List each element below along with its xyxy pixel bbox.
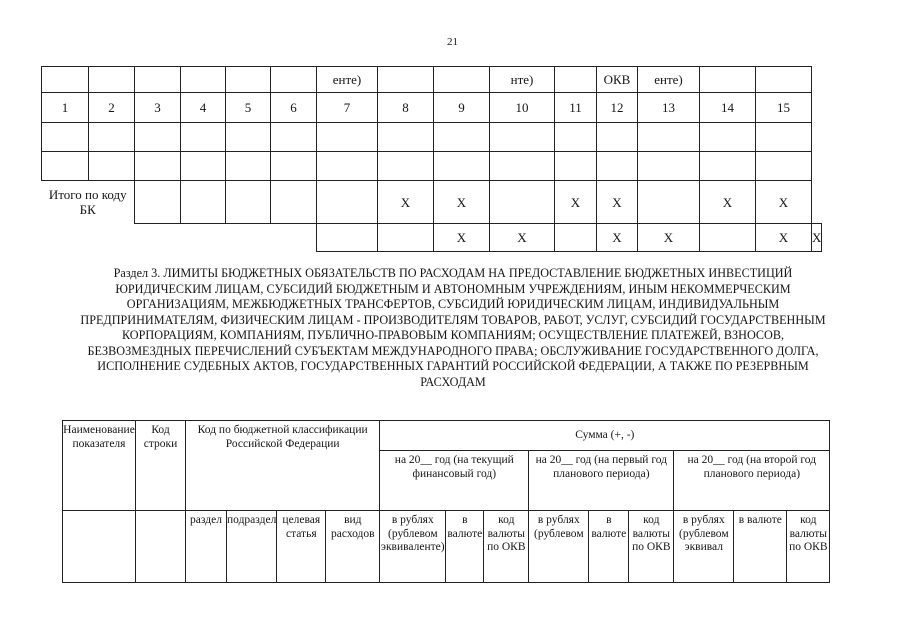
column-number: 15: [756, 93, 812, 123]
empty-cell: [378, 123, 434, 152]
header-cell: [756, 67, 812, 93]
bk-column-header: Код по бюджетной классификации Российской Федерации: [186, 421, 380, 511]
summary-cell: X: [597, 224, 638, 252]
sum-rub-1: в рублях (рублевом эквиваленте): [380, 511, 446, 583]
bk-target-article: целевая статья: [277, 511, 326, 583]
column-number: 7: [317, 93, 378, 123]
section-3-table: [62, 420, 830, 583]
code-column-header: Код строки: [136, 421, 186, 511]
empty-cell: [638, 123, 700, 152]
header-cell: [378, 67, 434, 93]
header-cell: ОКВ: [597, 67, 638, 93]
total-cell: X: [700, 181, 756, 224]
summary-cell: X: [490, 224, 555, 252]
limits-table-continuation: [41, 66, 822, 252]
blank-area: [42, 224, 317, 252]
sum-currency-3: в валюте: [734, 511, 787, 583]
empty-cell: [317, 123, 378, 152]
total-cell: X: [597, 181, 638, 224]
empty-cell: [434, 123, 490, 152]
empty-cell: [555, 123, 597, 152]
sum-column-header: Сумма (+, -): [380, 421, 830, 451]
section-3-heading: Раздел 3. ЛИМИТЫ БЮДЖЕТНЫХ ОБЯЗАТЕЛЬСТВ ПО РАСХОДАМ НА ПРЕДОСТАВЛЕНИЕ БЮДЖЕТНЫХ ИНВЕСТИЦИЙ ЮРИДИЧЕСКИМ ЛИЦАМ, СУБСИДИЙ БЮДЖЕТНЫМ И АВТОНОМНЫМ УЧРЕЖДЕНИЯМ, ИНЫМ НЕКОММЕРЧЕСКИМ ОРГАНИЗАЦИЯМ, МЕЖБЮДЖЕТНЫХ ТРАНСФЕРТОВ, СУБСИДИЙ ЮРИДИЧЕСКИМ ЛИЦАМ, ИНДИВИДУАЛЬНЫМ ПРЕДПРИНИМАТЕЛЯМ, ФИЗИЧЕСКИМ ЛИЦАМ - ПРОИЗВОДИТЕЛЯМ ТОВАРОВ, РАБОТ, УСЛУГ, СУБСИДИЙ ГОСУДАРСТВЕННЫМ КОРПОРАЦИЯМ, КОМПАНИЯМ, ПУБЛИЧНО-ПРАВОВЫМ КОМПАНИЯМ; ОСУЩЕСТВЛЕНИЕ ПЛАТЕЖЕЙ, ВЗНОСОВ, БЕЗВОЗМЕЗДНЫХ ПЕРЕЧИСЛЕНИЙ СУБЪЕКТАМ МЕЖДУНАРОДНОГО ПРАВА; ОБСЛУЖИВАНИЕ ГОСУДАРСТВЕННОГО ДОЛГА, ИСПОЛНЕНИЕ СУДЕБНЫХ АКТОВ, ГОСУДАРСТВЕННЫХ ГАРАНТИЙ РОССИЙСКОЙ ФЕДЕРАЦИИ, А ТАКЖЕ ПО РЕЗЕРВНЫМ РАСХОДАМ: [80, 266, 826, 389]
total-row: [42, 181, 822, 224]
total-cell: X: [434, 181, 490, 224]
column-number: 4: [181, 93, 226, 123]
total-cell: X: [378, 181, 434, 224]
header-cell: [271, 67, 317, 93]
total-cell: [317, 181, 378, 224]
empty-cell: [135, 152, 181, 181]
table-row: [42, 152, 822, 181]
header-cell: [135, 67, 181, 93]
total-cell: [181, 181, 226, 224]
summary-cell: X: [638, 224, 700, 252]
column-number: 14: [700, 93, 756, 123]
summary-row: [42, 224, 822, 252]
total-cell: [638, 181, 700, 224]
bk-podrazdel: подраздел: [227, 511, 277, 583]
sum-rub-2: в рублях (рублевом: [529, 511, 589, 583]
summary-cell: X: [434, 224, 490, 252]
column-number: 9: [434, 93, 490, 123]
empty-cell: [756, 123, 812, 152]
header-cell: нте): [490, 67, 555, 93]
empty-cell: [638, 152, 700, 181]
sum-currency-2: в валюте: [589, 511, 629, 583]
sum-rub-3: в рублях (рублевом эквивал: [674, 511, 734, 583]
empty-cell: [490, 152, 555, 181]
column-number: 12: [597, 93, 638, 123]
header-cell: [89, 67, 135, 93]
header-cell: [700, 67, 756, 93]
column-number: 2: [89, 93, 135, 123]
period-current-year: на 20__ год (на текущий финансовый год): [380, 451, 529, 511]
sum-okv-3: код валюты по ОКВ: [787, 511, 830, 583]
summary-cell: [317, 224, 378, 252]
period-first-plan-year: на 20__ год (на первый год планового периода): [529, 451, 674, 511]
total-cell: [226, 181, 271, 224]
header-cell: [434, 67, 490, 93]
summary-cell: [555, 224, 597, 252]
header-cell: енте): [317, 67, 378, 93]
summary-cell: X: [756, 224, 812, 252]
empty-cell: [42, 152, 89, 181]
column-number: 11: [555, 93, 597, 123]
header-cell: [42, 67, 89, 93]
header-cell: [555, 67, 597, 93]
empty-cell: [271, 152, 317, 181]
total-cell: [271, 181, 317, 224]
empty-cell: [181, 123, 226, 152]
summary-cell: [700, 224, 756, 252]
header-fragment-row: [42, 67, 822, 93]
empty-cell: [135, 123, 181, 152]
bk-razdel: раздел: [186, 511, 227, 583]
total-cell: [490, 181, 555, 224]
total-cell: X: [756, 181, 812, 224]
period-second-plan-year: на 20__ год (на второй год планового периода): [674, 451, 830, 511]
sum-okv-2: код валюты по ОКВ: [629, 511, 674, 583]
empty-cell: [89, 152, 135, 181]
column-number: 6: [271, 93, 317, 123]
header-row-3: [63, 511, 830, 583]
name-column-header: Наименование показателя: [63, 421, 136, 511]
empty-cell: [490, 123, 555, 152]
empty-cell: [700, 123, 756, 152]
empty-cell: [700, 152, 756, 181]
empty-cell: [756, 152, 812, 181]
bk-expense-type: вид расходов: [326, 511, 380, 583]
header-cell: енте): [638, 67, 700, 93]
column-number: 8: [378, 93, 434, 123]
empty-cell: [181, 152, 226, 181]
empty-cell: [226, 152, 271, 181]
empty-cell: [42, 123, 89, 152]
total-cell: X: [555, 181, 597, 224]
table-row: [42, 123, 822, 152]
sum-currency-1: в валюте: [446, 511, 484, 583]
empty-cell: [378, 152, 434, 181]
empty-cell: [434, 152, 490, 181]
empty-cell: [271, 123, 317, 152]
empty-cell: [555, 152, 597, 181]
summary-cell: [378, 224, 434, 252]
empty-cell: [226, 123, 271, 152]
header-row-1: [63, 421, 830, 451]
total-label: Итого по коду БК: [48, 187, 127, 218]
empty-cell: [317, 152, 378, 181]
empty-cell: [89, 123, 135, 152]
total-cell: [135, 181, 181, 224]
column-number: 13: [638, 93, 700, 123]
code-column-lower: [136, 511, 186, 583]
empty-cell: [597, 123, 638, 152]
column-number-row: [42, 93, 822, 123]
summary-cell: X: [812, 224, 822, 252]
name-column-lower: [63, 511, 136, 583]
page-number: 21: [447, 36, 458, 48]
column-number: 1: [42, 93, 89, 123]
header-cell: [226, 67, 271, 93]
column-number: 3: [135, 93, 181, 123]
sum-okv-1: код валюты по ОКВ: [484, 511, 529, 583]
empty-cell: [597, 152, 638, 181]
column-number: 10: [490, 93, 555, 123]
column-number: 5: [226, 93, 271, 123]
header-cell: [181, 67, 226, 93]
